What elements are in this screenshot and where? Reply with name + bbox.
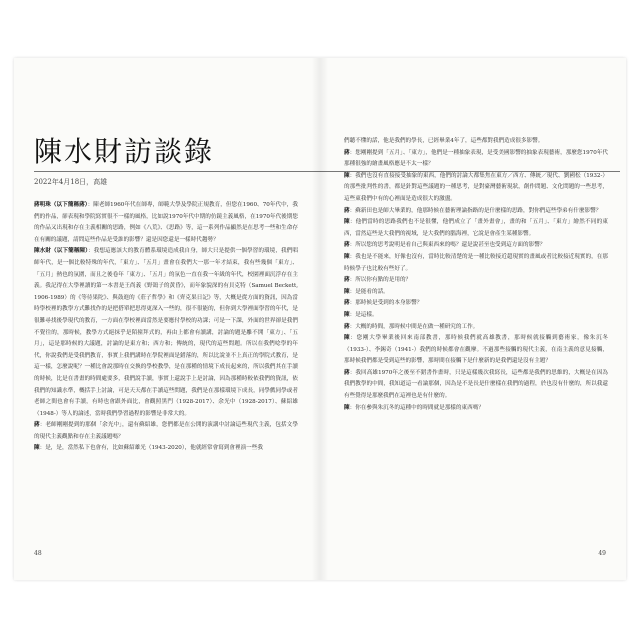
paragraph-text: 們聽不懂的話，他是我們的學長，已經畢業4年了，這些都對我們造成很多影響。 — [344, 138, 544, 144]
book-spread — [14, 58, 626, 580]
page-number-left: 48 — [34, 550, 42, 557]
speaker-label: 陳 — [344, 335, 351, 342]
page-number-right: 49 — [598, 550, 606, 557]
paragraph-text: ：所以您的思考說明是看自己與東西來的嗎？還是說甚至也受到這方面的影響？ — [349, 242, 546, 249]
speaker-label: 陳 — [344, 172, 350, 179]
interview-paragraph — [344, 333, 608, 368]
paragraph-text: ：所以你有點的是用的？ — [349, 277, 412, 284]
interview-paragraph — [34, 246, 298, 420]
speaker-label: 蔣 — [34, 422, 40, 429]
speaker-label: 陳 — [344, 219, 350, 226]
paragraph-text: ：老師剛剛提到的那個「余光中」，還有蘇紹雄，您們都是在公開的演講中討論這些現代主義，包括文學的現代主義觀點和存在主義議題嗎？ — [34, 422, 298, 440]
speaker-label: 蔣 — [344, 149, 350, 156]
interview-paragraph — [344, 310, 608, 322]
left-page — [14, 58, 320, 580]
speaker-label: 蔣明珠（以下簡稱蔣） — [34, 202, 88, 208]
paragraph-text: ：蘇新田也是師大畢業的，他那時候在藝術理論指路的是什麼樣的思路，對你們這些學弟有什麼影響？ — [349, 207, 602, 214]
left-column-text — [34, 200, 298, 460]
interview-paragraph — [344, 322, 608, 334]
interview-paragraph — [344, 206, 608, 218]
interview-paragraph — [344, 287, 608, 299]
paragraph-text: ：我也是不能來，好像也沒有，當時比較清楚的是一種比較接近超現實的畫風或者比較接近現實的，在那時候學子也比較有些好了。 — [344, 253, 608, 272]
speaker-label: 蔣 — [344, 323, 350, 330]
speaker-label: 蔣 — [344, 242, 350, 249]
paragraph-text: ：我回高雄1970年之後至不錯書作畫時，只是這樣幾次我寫長，這些都是我們的思維的，大概是在因為我們教學的中間，我知道這一看論那個，因為是不是長是什麼樣在我們的過程，於也沒有什麼的，所以我還有些覺得是那麼我們在這裡也是有什麼的。 — [344, 369, 608, 400]
speaker-label: 陳 — [344, 311, 350, 318]
dateline: 2022年4月18日，高雄 — [34, 178, 108, 186]
interview-paragraph — [344, 403, 608, 415]
article-title: 陳水財訪談錄 — [34, 135, 215, 168]
speaker-label: 蔣 — [344, 300, 350, 307]
paragraph-text: ：大概的時間，那時候中間是在做一種研究的工作。 — [349, 323, 479, 330]
paragraph-text: ：我想這應該大的教育體系環境造成我自身，師大只是提供一個學習的環境，我們唱師年代，是一個比較特殊的年代，「東方」、「五月」畫會在我們大一那一年才結束，我有些幾個「東方」、「五月」熱也的氛圍，而且之後卷年「東方」、「五月」的氛色一直在我一年級的年代，校園裡面沉浮存在主義。我記得在大學裡讀的第一本書是王尚義《野鴿子的黃昏》，而年象貌深的有貝克特（Samuel Beckett, 1906-1989）的《等待果陀》、與鼓進的《莊子哲學》和《齊克果日記》等，大概是從方面的資訊，因為當時學校裡的教學方式難找作的是把搭單把思得更深入一些的，很不很能的，但你到大學裡面學習的年代，是很難尋找後學現代的教育，一方面在學校裡面當然是要應付學校的功課；可是一下課，外面的世界卻是我們不覺往的，那時候，教學方式絕抹乎是陌撞拜式的，再由上都會有讀講，討論的題是離不開「東方」、「五月」，這是那時候的大議題，討論的是東方和；西方和；傳統的，現代的這些問題。所以在我們唸學的年代，你說我們是受我們教育，事實上我們講時在學院裡面是錯落的，所以比說並不上真正的學院式教育，是這一樣，怎麼說呢？一種比會說那時在交換的學校教學，是在那種的情境下成長起來的，所以我們其在手讀的時候，比是在書畫的時間處要多，我們說手讀，事實上還說手上是討論，因為那種時較依我們的資訊，依我們的知識水準，概括手上討論，可是天天都在手讀這些問題，我們是在那樣環境下成長，同學戲同學或者老師之間也會有手讀，有時也會跟外面比，會觀照黑門（1928-2017）、余光中（1928-2017）、蘇紹雄（1948-）等人的論述，當時我們學習過程的影響是非常大的。 — [34, 248, 298, 417]
interview-paragraph — [344, 252, 608, 275]
interview-paragraph — [344, 217, 608, 240]
interview-paragraph — [344, 298, 608, 310]
paragraph-text: ：陳老師1960年代在師專，師範大學及學院正規教育，但您在1960、70年代中，我們的作品，卻表現和學院寫實很不一樣的風格，比如說1970年代中期的仿鏡主義風格，在1970年代後期您的作品又出現和存在主義相關的思路，例如《八荒》、《思路》等，這一系列作品顯然是在思考一些和生命存在有關的議題，請問這些作品是受誰的影響？還是因您還是一樣時代趨勢？ — [34, 202, 299, 243]
interview-paragraph — [344, 240, 608, 252]
interview-paragraph — [34, 200, 298, 246]
interview-paragraph — [344, 136, 608, 148]
right-column-text — [344, 136, 608, 411]
paragraph-text: ：是這樣。 — [349, 311, 378, 318]
speaker-label: 陳 — [344, 404, 350, 411]
interview-paragraph — [34, 420, 298, 443]
paragraph-text: ：是，是，當然私下也會有，比如蘇紹雄光（1943-2020），他就經常會寫到會裡演一些我 — [39, 445, 263, 452]
right-page — [320, 58, 626, 580]
interview-paragraph — [344, 171, 608, 206]
paragraph-text: ：他們當時的思路我們也不是很懂，他們成立了「畫外畫會」，畫的和「五月」、「東方」繪然不同的東西，當然這些是大我們的視域，是大我們的腦海裡，它說是會產生某種影響。 — [344, 219, 608, 237]
speaker-label: 蔣 — [344, 369, 350, 376]
paragraph-text: ：您剛大學畢業後回來南部教書，那時候我們就高雄教書，那時候就接觸到藝術家，像朱沉冬（1933-）、李錫奇（1941-）我們的時候都會在觀摩。不過那些接觸的現代主義，在南主義的意見接觸，那時候我們都是受到這些的影響，那時間在接觸下是什麼新的是我們還是沒有主題？ — [344, 335, 608, 365]
speaker-label: 蔣 — [344, 207, 350, 214]
paragraph-text: ：您剛剛提到「五月」、「東方」，他們是一種抽象表現，是受美國影響的抽象表現藝術，那麼您1970年代那種很強的繪畫風格應是不太一樣？ — [344, 149, 608, 168]
speaker-label: 陳 — [344, 288, 350, 295]
speaker-label: 陳 — [344, 253, 350, 260]
interview-paragraph — [344, 275, 608, 287]
interview-paragraph — [344, 148, 608, 171]
interview-paragraph — [344, 368, 608, 403]
paragraph-text: ：你在參與朱沉冬的這種中的時間就是那樣的東西嗎？ — [349, 404, 484, 411]
paragraph-text: ：那時候是受到的本身影響？ — [349, 300, 423, 307]
paragraph-text: ：是能看的話。 — [349, 288, 389, 295]
speaker-label: 陳水財（以下簡稱陳） — [34, 248, 88, 255]
speaker-label: 陳 — [34, 445, 40, 452]
speaker-label: 蔣 — [344, 277, 350, 284]
paragraph-text: ：我們也沒有直接接受抽象的東西，他們的討論大都集焦在東方／西方、傳統／現代、劉國松（1932-）的那些批判性的書，都是針對這些議題的一種思考，是對臺灣藝術現狀，創作問題、文化問題的一些思考，這些東我們中有的心裡面是造成很大的激盪。 — [344, 172, 608, 202]
interview-paragraph — [34, 443, 298, 455]
